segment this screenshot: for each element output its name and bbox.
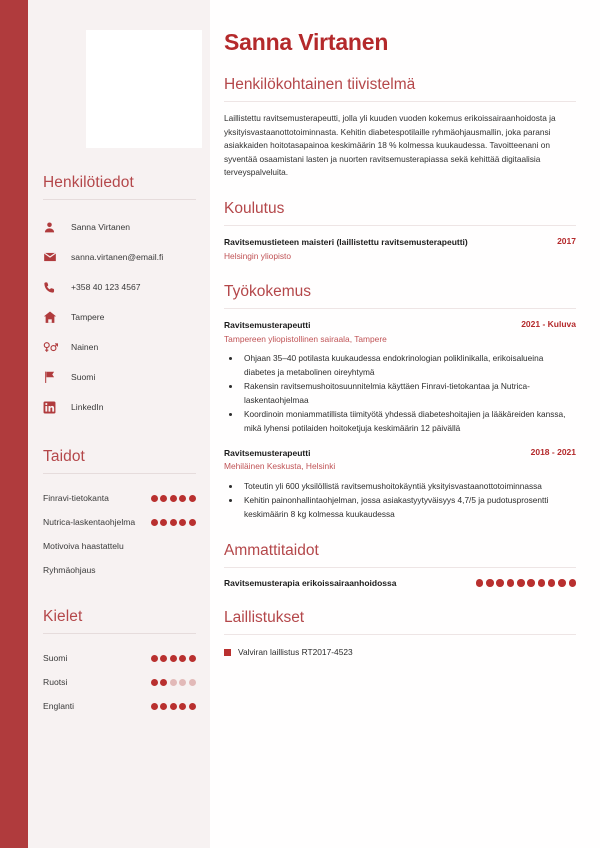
divider [224, 634, 576, 635]
rating-dot [160, 519, 167, 526]
rating-dot [160, 495, 167, 502]
divider [224, 101, 576, 102]
contact-row[interactable] [43, 392, 196, 422]
contact-text: Suomi [71, 371, 96, 382]
certification-text: Valviran laillistus RT2017-4523 [238, 647, 353, 658]
rating-dot [151, 655, 158, 662]
rating-dot [179, 519, 186, 526]
skill-label: Nutrica-laskentaohjelma [43, 517, 136, 527]
certification-item [224, 647, 576, 657]
gender-icon [43, 340, 65, 354]
experience-bullets [241, 352, 576, 435]
rating-dot [189, 679, 196, 686]
rating-dot [189, 703, 196, 710]
experience-bullets [241, 480, 576, 521]
rating-dot [160, 703, 167, 710]
skill-row [43, 486, 196, 510]
proskill-label: Ravitsemusterapia erikoissairaanhoidossa [224, 578, 397, 589]
rating-dots [151, 655, 196, 662]
language-label: Suomi [43, 653, 68, 663]
experience-date: 2018 - 2021 [530, 446, 576, 457]
sidebar-heading-personal: Henkilötiedot [43, 174, 134, 191]
contact-text: Tampere [71, 311, 105, 322]
phone-icon [43, 281, 65, 294]
contact-text: Nainen [71, 341, 99, 352]
experience-entry [224, 319, 576, 435]
rating-dot [160, 655, 167, 662]
bullet-item: • Rakensin ravitsemushoitosuunnitelmia käyttäen Finravi-tietokantaa ja Nutrica-laskentaohjelmaa [241, 380, 576, 407]
proskills-list [224, 578, 576, 588]
skill-label: Motivoiva haastattelu [43, 541, 124, 551]
rating-dot [151, 519, 158, 526]
envelope-icon [43, 250, 65, 264]
rating-dot [179, 679, 186, 686]
bullet-item: • Koordinoin moniammatillista tiimityötä yhdessä diabeteshoitajien ja lääkäreiden kanssa, mikä lyhensi potilaiden hoitoketjuja keskimäärin 12 päivällä [241, 408, 576, 435]
sidebar-heading-skills: Taidot [43, 448, 85, 465]
flag-icon [43, 370, 65, 384]
rating-dot [569, 579, 577, 587]
rating-dot [179, 495, 186, 502]
linkedin-icon [43, 401, 65, 414]
experience-date: 2021 - Kuluva [521, 319, 576, 330]
rating-dot [558, 579, 566, 587]
section-heading-experience: Työkokemus [224, 283, 312, 301]
bullet-item: • Kehitin painonhallintaohjelman, jossa asiakastyytyväisyys 4,7/5 ja pudotusprosentti keskimäärin 8 kg kolmessa kuukaudessa [241, 494, 576, 521]
contact-list [43, 212, 196, 422]
skill-label: Finravi-tietokanta [43, 493, 109, 503]
section-heading-proskills: Ammattitaidot [224, 542, 319, 560]
rating-dot [170, 655, 177, 662]
entry-header [224, 236, 576, 248]
skill-row [43, 510, 196, 534]
rating-dot [507, 579, 515, 587]
square-bullet-icon [224, 649, 231, 656]
rating-dots [151, 703, 196, 710]
rating-dots [151, 495, 196, 502]
home-icon [43, 310, 65, 324]
experience-org: Tampereen yliopistollinen sairaala, Tampere [224, 333, 387, 344]
education-title: Ravitsemustieteen maisteri (laillistettu ravitsemusterapeutti) [224, 237, 468, 248]
rating-dot [160, 679, 167, 686]
divider [43, 473, 196, 474]
rating-dot [170, 679, 177, 686]
skills-list [43, 486, 196, 582]
left-accent-bar [0, 0, 28, 848]
rating-dot [548, 579, 556, 587]
rating-dot [170, 519, 177, 526]
experience-title: Ravitsemusterapeutti [224, 447, 311, 458]
contact-row[interactable] [43, 242, 196, 272]
bullet-item: • Toteutin yli 600 yksilöllistä ravitsemushoitokäyntiä yksityisvastaanottotoiminnassa [241, 480, 576, 493]
language-row [43, 694, 196, 718]
language-label: Ruotsi [43, 677, 68, 687]
rating-dot [496, 579, 504, 587]
divider [224, 567, 576, 568]
contact-row[interactable] [43, 302, 196, 332]
contact-text: Sanna Virtanen [71, 221, 131, 232]
rating-dot [476, 579, 484, 587]
rating-dot [151, 679, 158, 686]
certifications-list [224, 647, 576, 657]
rating-dot [151, 703, 158, 710]
rating-dot [189, 519, 196, 526]
rating-dots [151, 679, 196, 686]
sidebar-heading-languages: Kielet [43, 608, 83, 625]
divider [224, 308, 576, 309]
section-heading-certifications: Laillistukset [224, 609, 305, 627]
divider [224, 225, 576, 226]
contact-row[interactable] [43, 212, 196, 242]
experience-org: Mehiläinen Keskusta, Helsinki [224, 461, 336, 472]
divider [43, 633, 196, 634]
bullet-item: • Ohjaan 35–40 potilasta kuukaudessa endokrinologian poliklinikalla, erikoisalueina diabetes ja metabolinen oireyhtymä [241, 352, 576, 379]
contact-text: LinkedIn [71, 401, 104, 412]
rating-dot [486, 579, 494, 587]
education-list [224, 236, 576, 262]
rating-dot [179, 703, 186, 710]
person-icon [43, 221, 65, 234]
experience-entry [224, 447, 576, 521]
proskill-row [224, 578, 576, 588]
contact-row[interactable] [43, 272, 196, 302]
divider [43, 199, 196, 200]
main-content [210, 0, 600, 848]
contact-text: sanna.virtanen@email.fi [71, 251, 164, 262]
entry-header [224, 319, 576, 331]
profile-photo-placeholder [86, 30, 202, 148]
skill-row [43, 558, 196, 582]
education-entry [224, 236, 576, 262]
language-label: Englanti [43, 701, 75, 711]
rating-dot [151, 495, 158, 502]
rating-dots [476, 579, 576, 587]
entry-header [224, 447, 576, 459]
contact-row[interactable] [43, 362, 196, 392]
summary-text: Laillistettu ravitsemusterapeutti, jolla yli kuuden vuoden kokemus erikoissairaanhoidosta ja yksityisvastaanottotoiminnasta. Kehitin diabetespotilaille ryhmäohjausmallin, joka paransi asiakkaiden hoitotasapainoa keskimäärin 18 % kolmessa kuukaudessa. Tavoitteenani on syventää osaamistani lasten ja nuorten ravitsemusterapiassa sekä kehittää digitaalisia terveyspalveluita. [224, 113, 556, 178]
sidebar [28, 0, 210, 848]
experience-title: Ravitsemusterapeutti [224, 320, 311, 331]
section-heading-summary: Henkilökohtainen tiivistelmä [224, 76, 416, 94]
rating-dot [170, 495, 177, 502]
page-title: Sanna Virtanen [224, 29, 389, 55]
rating-dot [170, 703, 177, 710]
section-heading-education: Koulutus [224, 200, 285, 218]
skill-label: Ryhmäohjaus [43, 565, 96, 575]
rating-dot [527, 579, 535, 587]
rating-dots [151, 519, 196, 526]
rating-dot [517, 579, 525, 587]
skill-row [43, 534, 196, 558]
language-row [43, 646, 196, 670]
language-row [43, 670, 196, 694]
education-date: 2017 [557, 236, 576, 247]
contact-row[interactable] [43, 332, 196, 362]
experience-list [224, 319, 576, 521]
rating-dot [179, 655, 186, 662]
education-org: Helsingin yliopisto [224, 250, 292, 261]
languages-list [43, 646, 196, 718]
rating-dot [189, 655, 196, 662]
rating-dot [189, 495, 196, 502]
rating-dot [538, 579, 546, 587]
contact-text: +358 40 123 4567 [71, 281, 141, 292]
